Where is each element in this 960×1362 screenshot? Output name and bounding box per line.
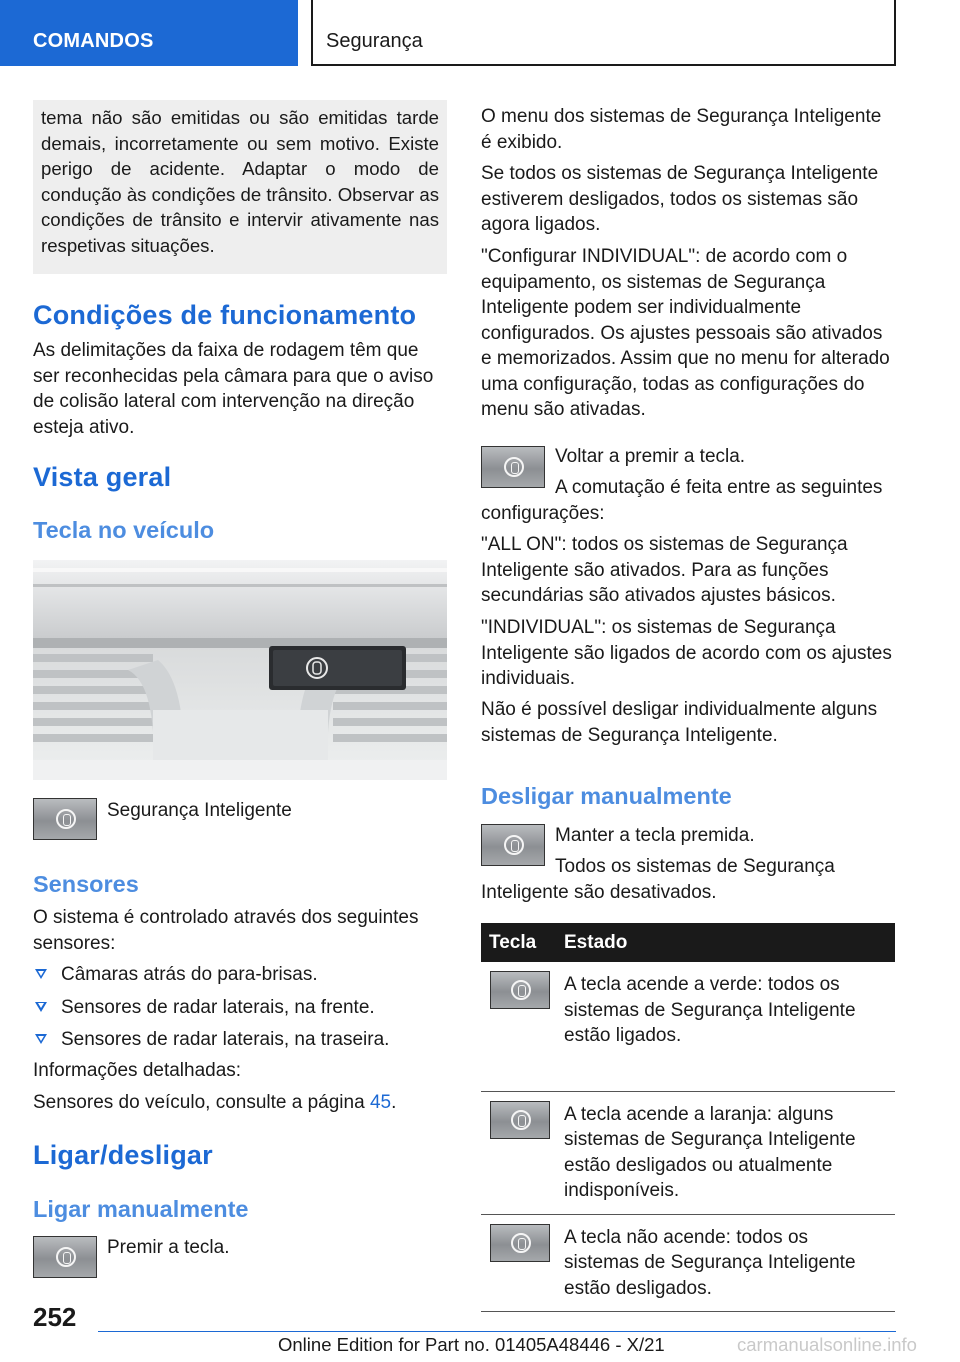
safety-key-green-icon (490, 971, 550, 1009)
heading-overview: Vista geral (33, 462, 172, 492)
table-row (481, 1091, 895, 1214)
table-row (481, 1214, 895, 1312)
list-item: Câmaras atrás do para-brisas. (33, 962, 447, 988)
all-on-text: "ALL ON": todos os sistemas de Segurança Inteligente são ativados. Para as funções secundárias são ativados ajustes básicos. (481, 534, 848, 606)
bullet-triangle-icon (35, 1002, 47, 1012)
edition-text: Online Edition for Part no. 01405A48446 - X/21 (278, 1334, 665, 1355)
hold-key-text: Manter a tecla premida. (555, 825, 755, 846)
safety-key-orange-icon (490, 1101, 550, 1139)
heading-key-in-vehicle: Tecla no veículo (33, 517, 215, 543)
watermark-text: carmanualsonline.info (737, 1334, 917, 1355)
section-header (311, 0, 896, 66)
configure-individual-text: "Configurar INDIVIDUAL": de acordo com o equipamento, os sistemas de Segurança Inteligente podem ser individualmente configurados. Os ajustes pessoais são ativados e memorizados. Assim que no menu for alterado uma configuração, todas as configurações do menu são ativadas. (481, 246, 890, 420)
page-link[interactable]: 45 (369, 1092, 392, 1113)
heading-manual-off: Desligar manualmente (481, 783, 732, 809)
sensors-intro: O sistema é controlado através dos seguintes sensores: (33, 907, 419, 954)
key-state-table (481, 923, 895, 1312)
safety-key-icon (33, 1236, 97, 1278)
conditions-text: As delimitações da faixa de rodagem têm que ser reconhecidas pela câmara para que o aviso de colisão lateral com intervenção na direção esteja ativo. (33, 340, 434, 438)
table-row (481, 962, 895, 1091)
details-label: Informações detalhadas: (33, 1060, 242, 1081)
state-cell: A tecla acende a laranja: alguns sistemas de Segurança Inteligente estão desligados ou atualmente indisponíveis. (556, 1091, 895, 1214)
heading-sensors: Sensores (33, 871, 139, 897)
sensor-list (33, 962, 447, 1060)
heading-on-off: Ligar/desligar (33, 1140, 213, 1170)
all-off-then-on-text: Se todos os sistemas de Segurança Inteligente estiverem desligados, todos os sistemas são agora ligados. (481, 163, 879, 235)
safety-key-off-icon (490, 1224, 550, 1262)
list-item: Sensores de radar laterais, na frente. (33, 995, 447, 1021)
safety-key-icon (33, 798, 97, 840)
menu-shown-text: O menu dos sistemas de Segurança Inteligente é exibido. (481, 106, 882, 153)
chapter-tab[interactable] (0, 0, 298, 66)
page-number: 252 (33, 1302, 77, 1332)
state-cell: A tecla não acende: todos os sistemas de Segurança Inteligente estão desligados. (556, 1214, 895, 1312)
dashboard-illustration (33, 560, 447, 780)
all-off-text: Todos os sistemas de Segurança Inteligente são desativados. (481, 856, 835, 903)
details-text: Sensores do veículo, consulte a página 45. (33, 1092, 397, 1113)
not-all-text: Não é possível desligar individualmente alguns sistemas de Segurança Inteligente. (481, 699, 878, 746)
individual-text: "INDIVIDUAL": os sistemas de Segurança Inteligente são ligados de acordo com os ajustes individuais. (481, 617, 892, 689)
heading-manual-on: Ligar manualmente (33, 1196, 249, 1222)
warning-box (33, 100, 447, 274)
list-item: Sensores de radar laterais, na traseira. (33, 1027, 447, 1053)
heading-conditions: Condições de funcionamento (33, 300, 417, 330)
warning-text: tema não são emitidas ou são emitidas tarde demais, incorretamente ou sem motivo. Existe perigo de acidente. Adaptar o modo de condução às condições de trânsito. Observar as condições de trânsito e intervir ativamente nas respetivas situações. (41, 107, 439, 256)
key-label: Segurança Inteligente (107, 800, 292, 821)
footer-divider (98, 1331, 896, 1332)
bullet-triangle-icon (35, 969, 47, 979)
chapter-title: COMANDOS (33, 30, 154, 52)
toggle-text: A comutação é feita entre as seguintes configurações: (481, 477, 883, 524)
section-title: Segurança (326, 30, 423, 52)
column-header-state: Estado (556, 923, 895, 962)
press-again-text: Voltar a premir a tecla. (555, 446, 746, 467)
column-header-key: Tecla (481, 923, 556, 962)
bullet-triangle-icon (35, 1034, 47, 1044)
table-header-row (481, 923, 895, 962)
state-cell: A tecla acende a verde: todos os sistemas de Segurança Inteligente estão ligados. (556, 962, 895, 1091)
dashboard-photo (33, 560, 447, 780)
press-key-text: Premir a tecla. (107, 1237, 230, 1258)
